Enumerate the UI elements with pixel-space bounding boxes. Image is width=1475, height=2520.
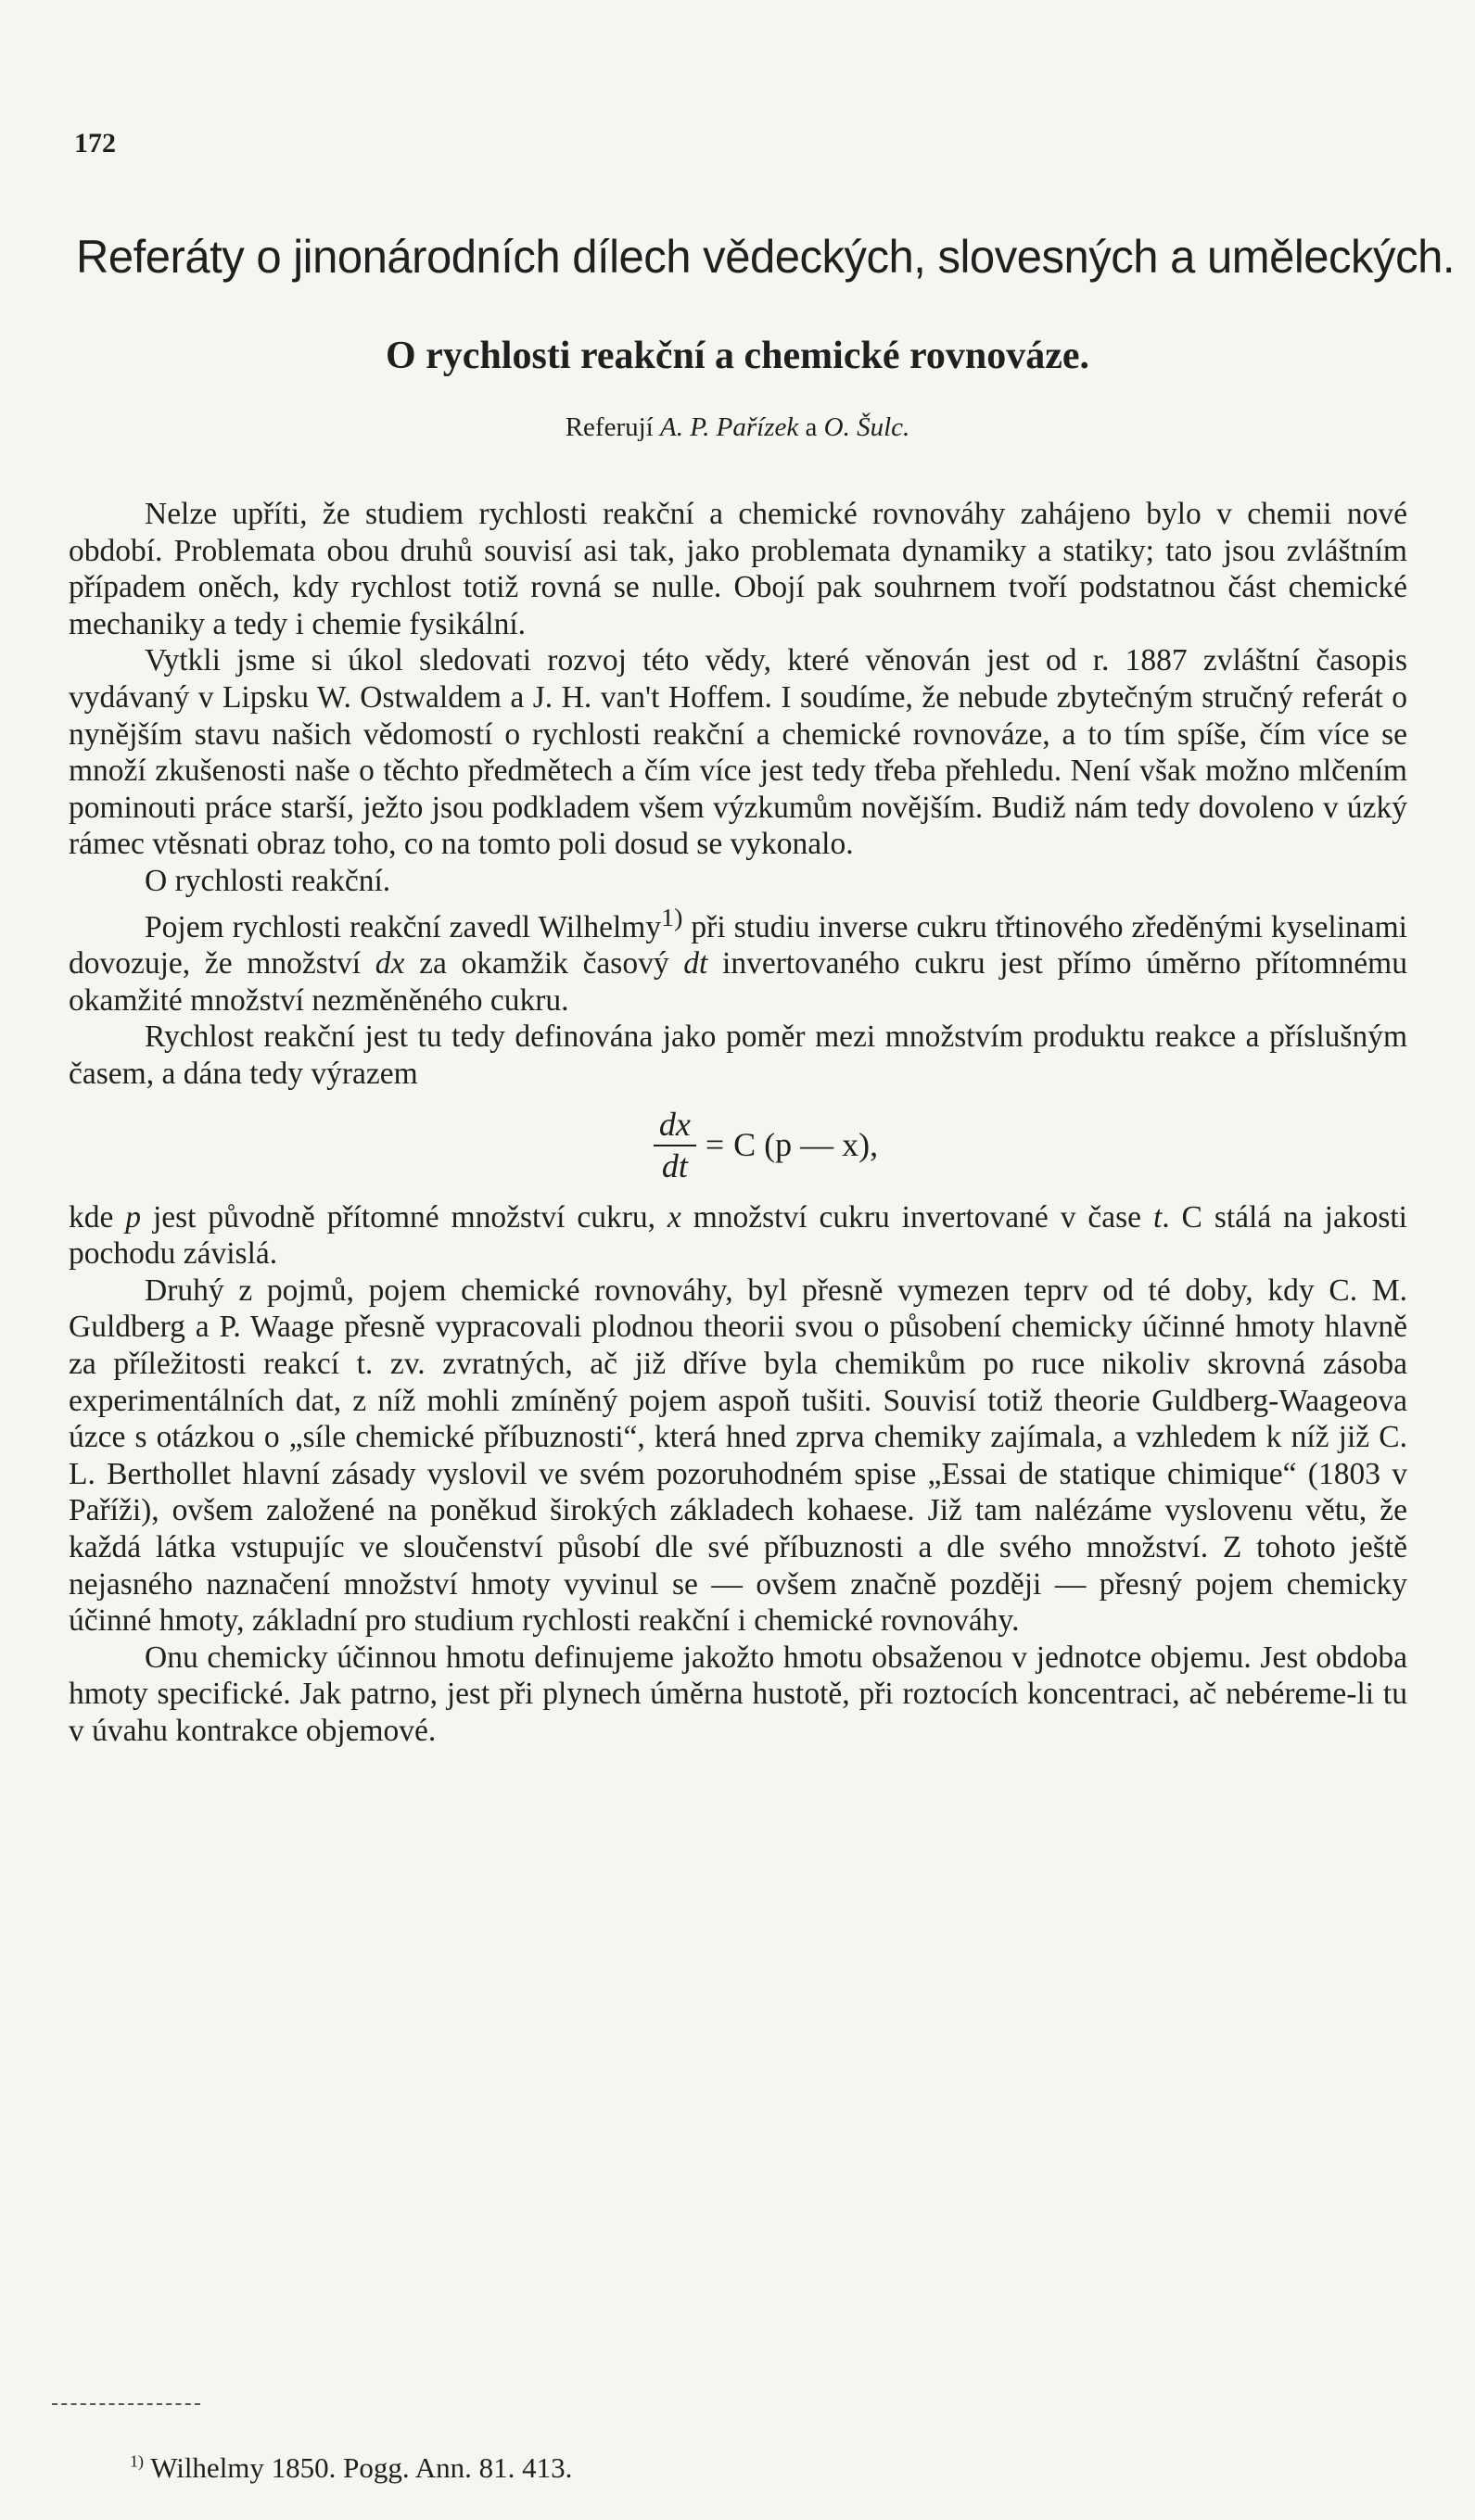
paragraph [69,1199,1407,1273]
math-variable: dt [683,946,708,981]
equation-rhs: C (p — x), [733,1126,879,1164]
footnote-text: Wilhelmy 1850. Pogg. Ann. 81. 413. [144,2451,573,2484]
equals-sign: = [705,1126,725,1164]
page-number: 172 [74,128,116,158]
footnote-reference: 1) [661,903,683,932]
paragraph-text: jest původně přítomné množství cukru, [141,1199,668,1235]
paragraph-text: množství cukru invertované v čase [680,1199,1153,1235]
paragraph-text: invertovaného cukru jest přímo úměrno přítomnému okamžité množství nezměněného cukru. [69,946,1407,1018]
article-body [69,496,1407,1750]
math-variable: x [667,1199,681,1235]
author-name: O. Šulc. [823,412,910,442]
math-variable: t [1152,1199,1163,1235]
denominator: dt [661,1147,688,1185]
author-name: A. P. Pařízek [659,412,799,442]
author-byline [0,412,1475,443]
paragraph: Onu chemicky účinnou hmotu definujeme jakožto hmotu obsaženou v jednotce objemu. Jest obdoba hmoty specifické. Jak patrno, jest při plynech úměrna hustotě, při roztocích koncentraci, ač nebéreme-li tu v úvahu kontrakce objemové. [69,1640,1407,1748]
running-title: Referáty o jinonárodních dílech vědeckých, slovesných a uměleckých. [76,231,1455,283]
section-heading: O rychlosti reakční. [145,863,391,898]
fraction [654,1107,696,1185]
footnote-mark: 1) [130,2451,144,2471]
paragraph: Nelze upříti, že studiem rychlosti reakční a chemické rovnováhy zahájeno bylo v chemii nové období. Problemata obou druhů souvisí asi tak, jako problemata dynamiky a statiky; tato jsou zvláštním případem oněch, kdy rychlost totiž rovná se nulle. Obojí pak souhrnem tvoří podstatnou část chemické mechaniky a tedy i chemie fysikální. [69,497,1407,641]
paragraph: Rychlost reakční jest tu tedy definována jako poměr mezi množstvím produktu reakce a příslušným časem, a dána tedy výrazem [69,1019,1407,1092]
math-variable: dx [375,946,405,981]
byline-and: a [805,412,818,442]
paragraph-text: za okamžik časový [404,946,684,981]
rate-equation [124,1093,1407,1199]
paragraph-text: . C stálá na jakosti pochodu závislá. [69,1199,1407,1272]
footnote-divider [52,2403,200,2405]
paragraph-text: kde [69,1199,126,1235]
article-title: O rychlosti reakční a chemické rovnováze. [386,335,1089,377]
byline-prefix: Referují [565,412,654,442]
footnote [130,2451,572,2485]
paragraph: Vytkli jsme si úkol sledovati rozvoj této vědy, které věnován jest od r. 1887 zvláštní časopis vydávaný v Lipsku W. Ostwaldem a J. H. van't Hoffem. I soudíme, že nebude zbytečným stručný referát o nynějším stavu našich vědomostí o rychlosti reakční a chemické rovnováze, a to tím spíše, čím více se množí zkušenosti naše o těchto předmětech a čím více jest tedy třeba přehledu. Není však možno mlčením pominouti práce starší, ježto jsou podkladem všem výzkumům novějším. Budiž nám tedy dovoleno v úzký rámec vtěsnati obraz toho, co na tomto poli dosud se vykonalo. [69,643,1407,862]
paragraph-text: Pojem rychlosti reakční zavedl Wilhelmy [145,909,662,944]
paragraph [69,900,1407,1019]
numerator: dx [654,1107,696,1147]
paragraph: Druhý z pojmů, pojem chemické rovnováhy, byl přesně vymezen teprv od té doby, kdy C. M. Guldberg a P. Waage přesně vypracovali plodnou theorii svou o působení chemicky účinné hmoty hlavně za příležitosti reakcí t. zv. zvratných, ač již dříve byla chemikům po ruce nikoliv skrovná zásoba experimentálních dat, z níž mohli zmíněný pojem aspoň tušiti. Souvisí totiž theorie Guldberg-Waageova úzce s otázkou o „síle chemické příbuznosti“, která hned zprva chemiky zajímala, a vzhledem k níž již C. L. Berthollet hlavní zásady vyslovil ve svém pozoruhodném spise „Essai de statique chimique“ (1803 v Paříži), ovšem založené na poněkud širokých základech kohaese. Již tam nalézáme vyslovenu větu, že každá látka vstupujíc ve sloučenství působí dle své příbuznosti a dle svého množství. Z tohoto ještě nejasného naznačení množství hmoty vyvinul se — ovšem značně později — přesný pojem chemicky účinné hmoty, základní pro studium rychlosti reakční i chemické rovnováhy. [69,1273,1407,1639]
math-variable: p [125,1199,142,1235]
paragraph-text: při studiu inverse cukru třtinového zředěnými kyselinami dovozuje, že množství [69,909,1407,981]
